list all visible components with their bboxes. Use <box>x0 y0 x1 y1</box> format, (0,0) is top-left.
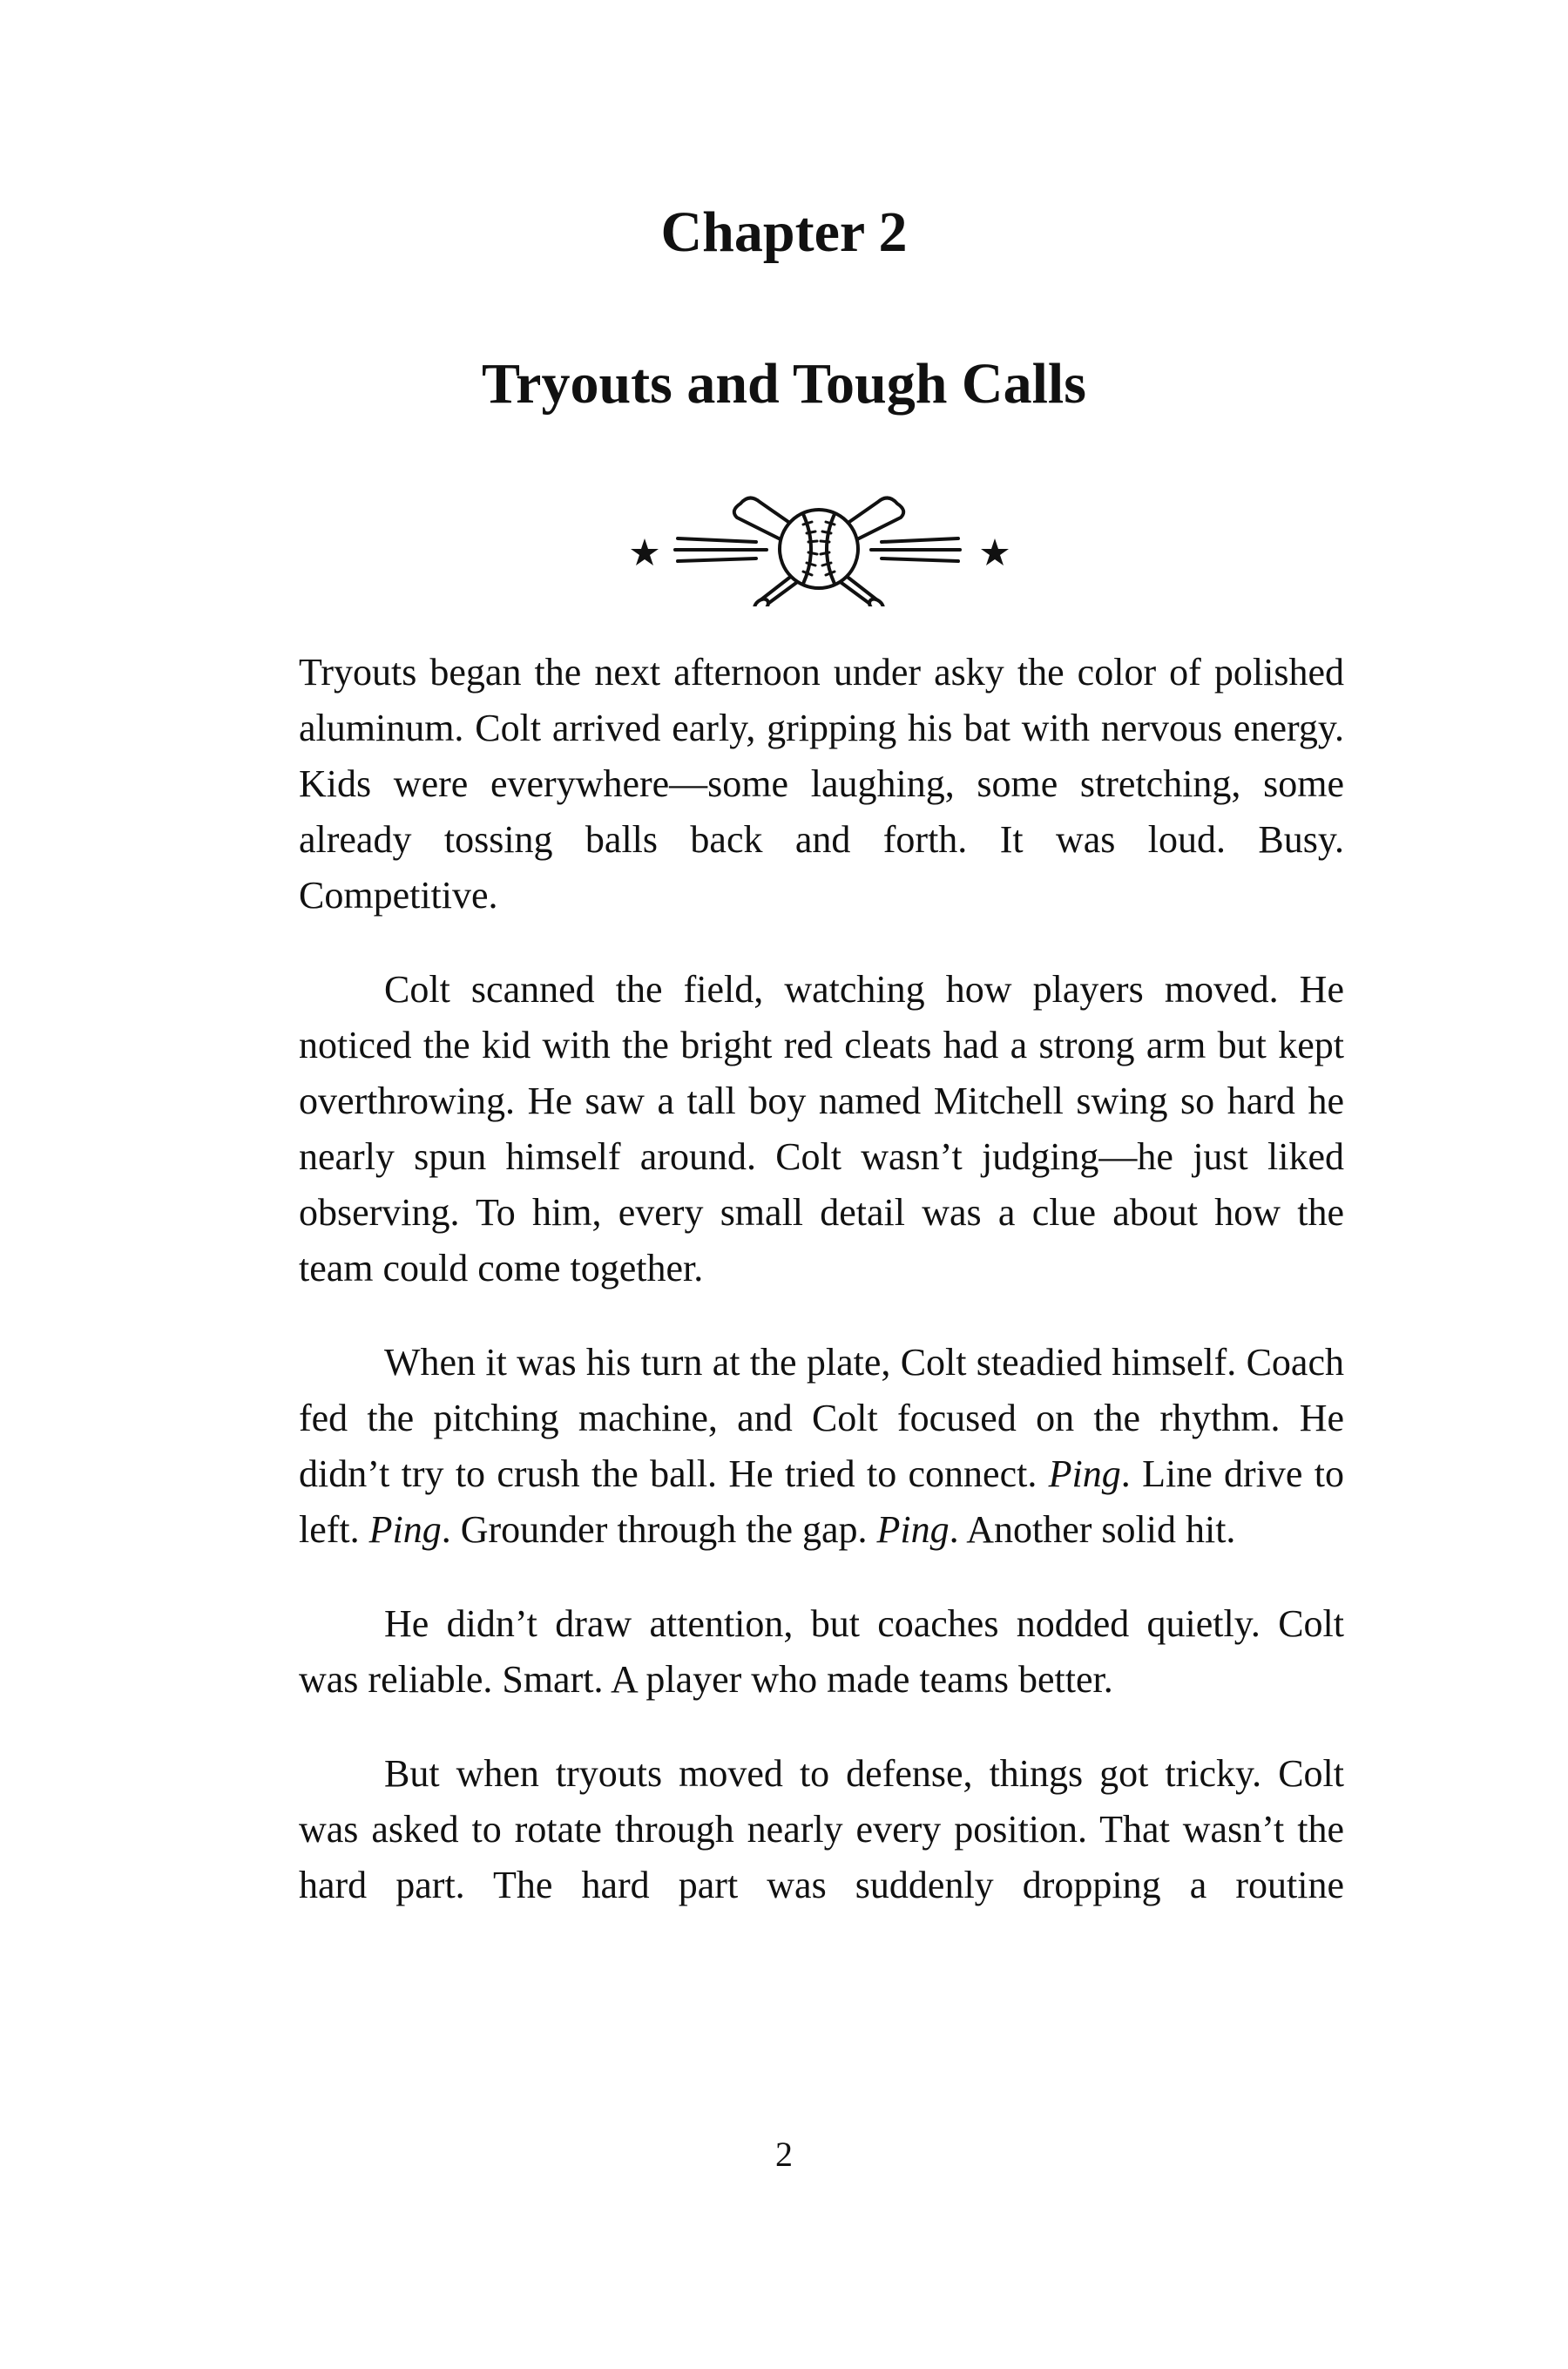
paragraph-text: Tryouts began the next afternoon under asky the color of polished aluminum. Colt arrived early, gripping his bat with nervous energy. Kids were everywhere—some laughing, some stretching, some already tossing balls back and forth. It was loud. Busy. Competitive. <box>299 651 1344 917</box>
paragraph-text: Colt scanned the field, watching how players moved. He noticed the kid with the bright red cleats had a strong arm but kept overthrowing. He saw a tall boy named Mitchell swing so hard he nearly spun himself around. Colt wasn’t judging—he just liked observing. To him, every small detail was a clue about how the team could come together. <box>299 968 1344 1289</box>
speed-line <box>882 538 958 542</box>
baseball-ornament-icon <box>610 484 1028 606</box>
paragraph <box>299 962 1344 1296</box>
paragraph-text: . Grounder through the gap. <box>441 1508 877 1551</box>
speed-line <box>882 558 958 561</box>
paragraph <box>299 1596 1344 1708</box>
paragraph <box>299 645 1344 924</box>
speed-line <box>678 558 756 561</box>
speed-line <box>678 538 756 542</box>
italic-sound-effect: Ping <box>876 1508 950 1551</box>
paragraph-continued <box>299 1746 1344 1913</box>
paragraph-text: He didn’t draw attention, but coaches nodded quietly. Colt was reliable. Smart. A player who made teams better. <box>299 1602 1344 1701</box>
chapter-number: Chapter 2 <box>660 200 908 264</box>
paragraph-text: But when tryouts moved to defense, things got tricky. Colt was asked to rotate through nearly every position. That wasn’t the hard part. The hard part was suddenly dropping a routine <box>299 1752 1344 1906</box>
baseball-icon <box>780 510 858 588</box>
chapter-title: Tryouts and Tough Calls <box>482 352 1086 416</box>
italic-sound-effect: Ping <box>1048 1452 1121 1495</box>
paragraph <box>299 1335 1344 1558</box>
chapter-body <box>299 645 1344 1913</box>
star-icon <box>981 538 1009 565</box>
italic-sound-effect: Ping <box>368 1508 442 1551</box>
paragraph-text: . Another solid hit. <box>949 1508 1236 1551</box>
page-number: 2 <box>775 2135 793 2174</box>
paragraph-text: When it was his turn at the plate, Colt steadied himself. Coach fed the pitching machine, and Colt focused on the rhythm. He didn’t try to crush the ball. He tried to connect. <box>299 1341 1344 1495</box>
paragraph-text: . Line drive to left. <box>299 1452 1344 1551</box>
star-icon <box>631 538 659 565</box>
